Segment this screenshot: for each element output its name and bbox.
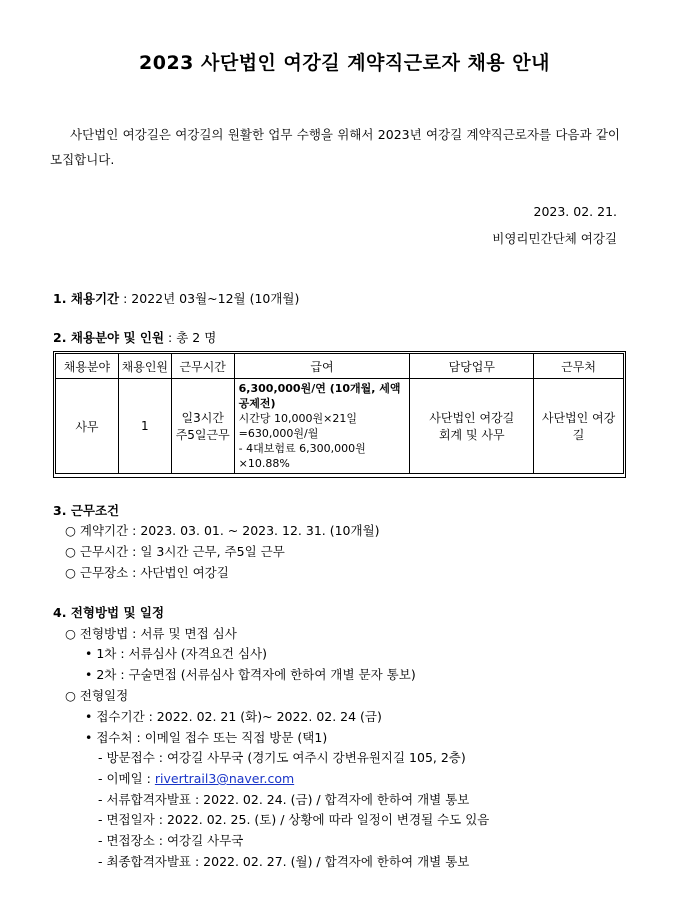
cell-pay	[234, 379, 410, 474]
pay-hourly: 시간당 10,000원×21일=630,000원/월	[238, 412, 357, 440]
section-label: 채용분야 및 인원	[70, 330, 165, 345]
header-hours: 근무시간	[171, 354, 234, 379]
section-recruit-field	[53, 328, 216, 346]
section-value: 총 2 명	[176, 330, 217, 345]
hours-line: 일3시간	[181, 411, 224, 425]
cell-hours	[171, 379, 234, 474]
selection-method: ○ 전형방법 : 서류 및 면접 심사	[65, 626, 237, 641]
section-label: 채용기간	[70, 291, 120, 306]
selection-round1: • 1차 : 서류심사 (자격요건 심사)	[85, 646, 267, 661]
header-place: 근무처	[534, 354, 624, 379]
condition-work-hours: ○ 근무시간 : 일 3시간 근무, 주5일 근무	[65, 544, 285, 559]
section-number: 3.	[53, 503, 67, 518]
section-number: 1.	[53, 291, 67, 306]
section-number: 4.	[53, 605, 67, 620]
section-separator: :	[119, 291, 132, 306]
section-number: 2.	[53, 330, 67, 345]
selection-schedule: ○ 전형일정	[65, 688, 129, 703]
pay-insurance: - 4대보험료 6,300,000원×10.88%	[238, 442, 366, 470]
schedule-interview-date: - 면접일자 : 2022. 02. 25. (토) / 상황에 따라 일정이 변경될 수도 있음	[98, 812, 490, 827]
notice-date: 2023. 02. 21.	[533, 204, 617, 219]
section-label: 전형방법 및 일정	[70, 605, 165, 620]
duty-line: 회계 및 사무	[438, 428, 505, 442]
section-separator: :	[164, 330, 177, 345]
section-label: 근무조건	[70, 503, 120, 518]
schedule-doc-result: - 서류합격자발표 : 2022. 02. 24. (금) / 합격자에 한하여 개별 통보	[98, 792, 470, 807]
cell-count: 1	[118, 379, 171, 474]
schedule-final-result: - 최종합격자발표 : 2022. 02. 27. (월) / 합격자에 한하여 개별 통보	[98, 854, 470, 869]
header-count: 채용인원	[118, 354, 171, 379]
intro-paragraph: 사단법인 여강길은 여강길의 원활한 업무 수행을 위해서 2023년 여강길 계약직근로자를 다음과 같이 모집합니다.	[50, 127, 620, 167]
condition-work-place: ○ 근무장소 : 사단법인 여강길	[65, 565, 229, 580]
organization-name: 비영리민간단체 여강길	[492, 231, 617, 246]
schedule-interview-place: - 면접장소 : 여강길 사무국	[98, 833, 244, 848]
header-duty: 담당업무	[410, 354, 534, 379]
cell-duty	[410, 379, 534, 474]
header-pay: 급여	[234, 354, 410, 379]
header-field: 채용분야	[56, 354, 119, 379]
email-label: - 이메일 :	[98, 771, 155, 786]
hours-line: 주5일근무	[175, 428, 230, 442]
schedule-email	[98, 769, 294, 787]
cell-field: 사무	[56, 379, 119, 474]
cell-place: 사단법인 여강길	[534, 379, 624, 474]
document-title: 2023 사단법인 여강길 계약직근로자 채용 안내	[139, 52, 550, 74]
table-row	[56, 379, 624, 474]
email-link[interactable]: rivertrail3@naver.com	[154, 771, 295, 786]
duty-line: 사단법인 여강길	[429, 411, 515, 425]
section-value: 2022년 03월~12월 (10개월)	[131, 291, 300, 306]
section-recruit-period	[53, 289, 299, 307]
schedule-period: • 접수기간 : 2022. 02. 21 (화)~ 2022. 02. 24 (금)	[85, 709, 382, 724]
schedule-where: • 접수처 : 이메일 접수 또는 직접 방문 (택1)	[85, 730, 328, 745]
condition-contract-period: ○ 계약기간 : 2023. 03. 01. ~ 2023. 12. 31. (10개월)	[65, 523, 380, 538]
selection-round2: • 2차 : 구술면접 (서류심사 합격자에 한하여 개별 문자 통보)	[85, 667, 416, 682]
schedule-visit: - 방문접수 : 여강길 사무국 (경기도 여주시 강변유원지길 105, 2층)	[98, 750, 466, 765]
pay-annual: 6,300,000원/연 (10개월, 세액공제전)	[238, 382, 401, 410]
table-header-row	[56, 354, 624, 379]
recruit-table	[55, 353, 624, 474]
section-selection	[53, 603, 164, 621]
section-work-conditions	[53, 501, 119, 519]
